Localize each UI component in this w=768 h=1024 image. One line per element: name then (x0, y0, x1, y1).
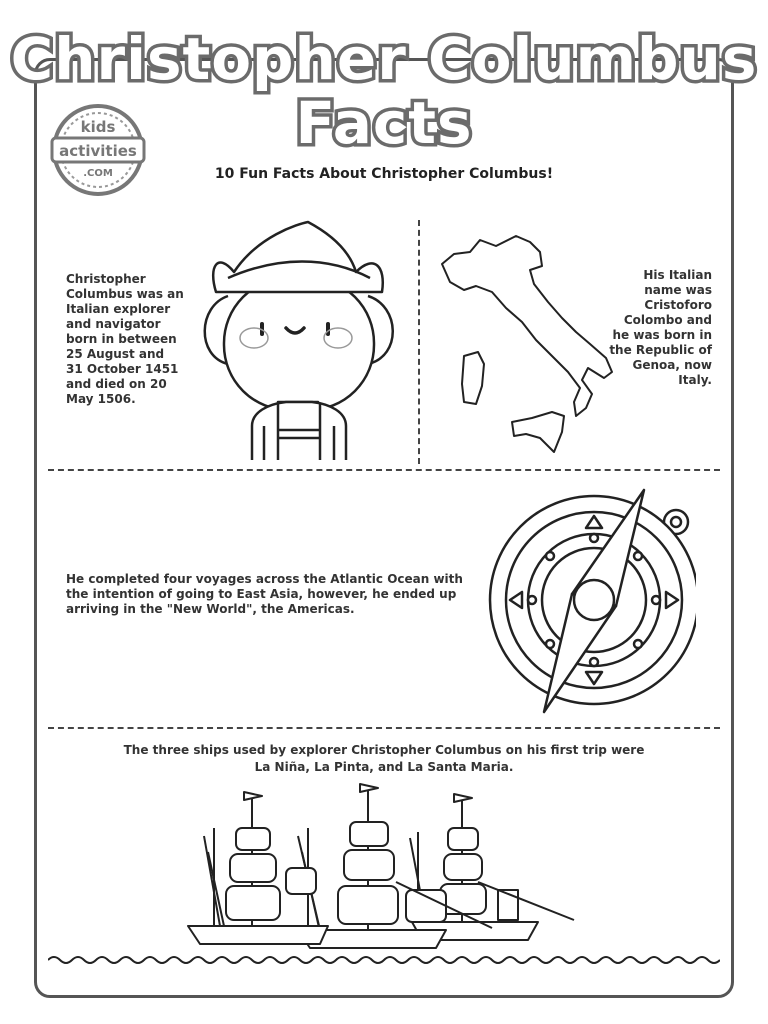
fact-2-text: His Italian name was Cristoforo Colombo and he was born in the Republic of Genoa, now Italy. (609, 268, 712, 387)
logo-text-top: kids (80, 118, 116, 136)
italy-map-illustration (436, 232, 622, 456)
logo-text-mid: activities (59, 142, 137, 160)
subtitle: 10 Fun Facts About Christopher Columbus! (214, 166, 554, 182)
vertical-divider (418, 220, 420, 464)
divider-1 (48, 469, 720, 471)
page-title-line1: Christopher Columbus (10, 25, 758, 93)
logo-text-bot: .COM (83, 168, 113, 179)
ocean-waves (48, 950, 720, 970)
divider-2 (48, 727, 720, 729)
page-title-line2: Facts (295, 89, 473, 157)
fact-4-line-2: La Niña, La Pinta, and La Santa Maria. (254, 760, 514, 774)
fact-4-line-1: The three ships used by explorer Christopher Columbus on his first trip were (123, 743, 645, 757)
fact-3-text: He completed four voyages across the Atlantic Ocean with the intention of going to East Asia, however, he ended up arriving in the "New World", the Americas. (66, 572, 463, 616)
columbus-illustration (188, 216, 410, 460)
compass-illustration (484, 484, 696, 716)
logo-badge-icon (50, 102, 146, 198)
fact-4-text (0, 742, 768, 776)
kids-activities-logo (50, 102, 146, 198)
fact-1-text: Christopher Columbus was an Italian explorer and navigator born in between 25 August and 31 October 1451 and died on 20 May 1506. (66, 272, 184, 406)
three-ships-illustration (178, 782, 588, 958)
